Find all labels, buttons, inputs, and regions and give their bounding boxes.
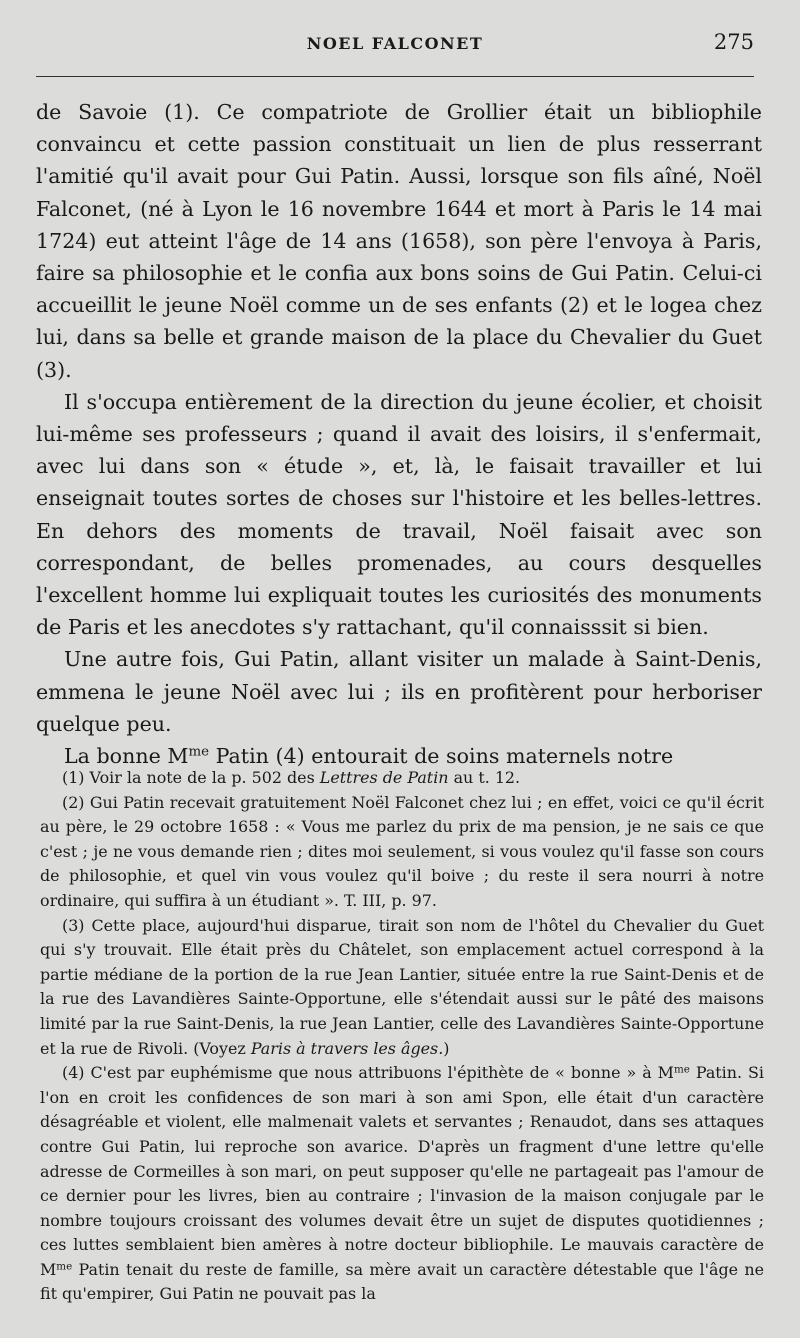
footnote-1-text-b: au t. 12. — [448, 768, 521, 787]
page-header — [36, 28, 754, 64]
footnote-4-superscript-2: me — [56, 1260, 73, 1273]
paragraph-4-text-b: Patin (4) entourait de soins maternels notre — [209, 744, 674, 769]
paragraph-4-text-a: La bonne M — [64, 744, 189, 769]
footnote-3-title: Paris à travers les âges. — [250, 1038, 444, 1058]
running-title: NOEL FALCONET — [306, 34, 484, 53]
footnote-4-text-a: (4) C'est par euphémisme que nous attribuons l'épithète de « bonne » à M — [62, 1063, 674, 1083]
footnote-1-title: Lettres de Patin — [319, 768, 449, 787]
paragraph-1: de Savoie (1). Ce compatriote de Grollier était un bibliophile convaincu et cette passion constituait un lien de plus resserrant l'amitié qu'il avait pour Gui Patin. Aussi, lorsque son fils aîné, Noël Falconet, (né à Lyon le 16 novembre 1644 et mort à Paris le 14 mai 1724) eut atteint l'âge de 14 ans (1658), son père l'envoya à Paris, faire sa philosophie et le confia aux bons soins de Gui Patin. Celui-ci accueillit le jeune Noël comme un de ses enfants (2) et le logea chez lui, dans sa belle et grande maison de la place du Chevalier du Guet (3). — [36, 100, 762, 382]
footnote-3 — [40, 914, 764, 1062]
footnote-4-superscript-1: me — [673, 1063, 690, 1076]
footnote-1-text-a: (1) Voir la note de la p. 502 des — [62, 768, 320, 787]
footnote-4-text-b: Patin. Si l'on en croit les confidences de son mari à son ami Spon, elle était d'un caractère désagréable et violent, elle malmenait valets et servantes ; Renaudot, dans ses attaques contre Gui Patin, lui reproche son avarice. D'après un fragment d'une lettre qu'elle adresse de Cormeilles à son mari, on peut supposer qu'elle ne partageait pas l'amour de ce dernier pour les livres, bien au contraire ; l'invasion de la maison conjugale par le nombre toujours croissant des volumes devait être un sujet de disputes quotidiennes ; ces luttes semblaient bien amères à notre docteur bibliophile. Le mauvais caractère de M — [40, 1063, 765, 1279]
superscript-me: me — [188, 744, 210, 760]
footnote-3-text-b: ) — [443, 1038, 450, 1058]
paragraph-3: Une autre fois, Gui Patin, allant visiter un malade à Saint-Denis, emmena le jeune Noël avec lui ; ils en profitèrent pour herboriser quelque peu. — [36, 647, 762, 736]
footnotes — [40, 766, 764, 1307]
main-text — [36, 96, 762, 772]
paragraph-2: Il s'occupa entièrement de la direction du jeune écolier, et choisit lui-même ses professeurs ; quand il avait des loisirs, il s'enfermait, avec lui dans son « étude », et, là, le faisait travailler et lui enseignait toutes sortes de choses sur l'histoire et les belles-lettres. En dehors des moments de travail, Noël faisait avec son correspondant, de belles promenades, au cours desquelles l'excellent homme lui expliquait toutes les curiosités des monuments de Paris et les anecdotes s'y rattachant, qu'il connaisssit si bien. — [36, 389, 762, 640]
footnote-4 — [40, 1061, 764, 1307]
page-number: 275 — [713, 30, 754, 54]
footnote-4-text-c: Patin tenait du reste de famille, sa mère avait un caractère détestable que l'âge ne fit qu'empirer, Gui Patin ne pouvait pas la — [40, 1259, 764, 1304]
footnote-3-text-a: (3) Cette place, aujourd'hui disparue, tirait son nom de l'hôtel du Chevalier du Guet qui s'y trouvait. Elle était près du Châtelet, son emplacement actuel correspond à la partie médiane de la portion de la rue Jean Lantier, située entre la rue Saint-Denis et de la rue des Lavandières Sainte-Opportune, elle s'étendait aussi sur le pâté des maisons limité par la rue Saint-Denis, la rue Jean Lantier, celle des Lavandières Sainte-Opportune et la rue de Rivoli. (Voyez — [40, 915, 764, 1058]
footnote-1 — [40, 766, 764, 791]
header-rule — [36, 76, 754, 77]
footnote-2: (2) Gui Patin recevait gratuitement Noël Falconet chez lui ; en effet, voici ce qu'il écrit au père, le 29 octobre 1658 : « Vous me parlez du prix de ma pension, je ne sais ce que c'est ; je ne vous demande rien ; dites moi seulement, si vous voulez qu'il fasse son cours de philosophie, et quel vin vous voulez qu'il boive ; du reste il sera nourri à notre ordinaire, qui suffira à un étudiant ». T. III, p. 97. — [40, 792, 764, 910]
